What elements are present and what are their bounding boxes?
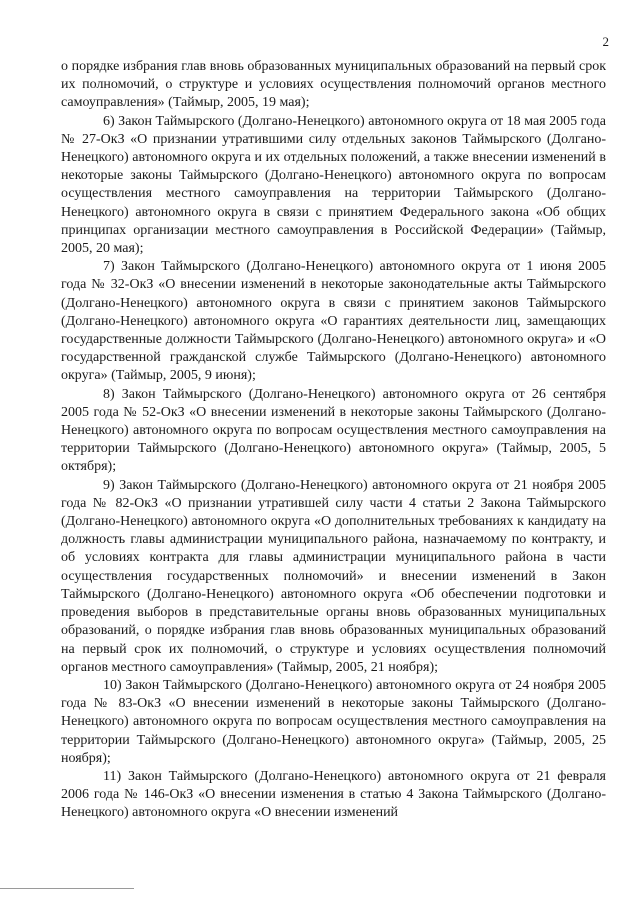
paragraph-continuation: о порядке избрания глав вновь образованных муниципальных образований на первый срок их полномочий, о структуре и условиях осуществления полномочий органов местного самоуправления» (Таймыр, 2005, 19 мая); xyxy=(61,59,606,111)
paragraph-item-9: 9) Закон Таймырского (Долгано-Ненецкого) автономного округа от 21 ноября 2005 года № 82-ОкЗ «О признании утратившей силу части 4 статьи 2 Закона Таймырского (Долгано-Ненецкого) автономного округа «О дополнительных требованиях к кандидату на должность главы администрации муниципального района, назначаемому по контракту, и об условиях контракта для главы администрации муниципального района в части осуществления государственных полномочий» и внесении изменений в Закон Таймырского (Долгано-Ненецкого) автономного округа «Об обеспечении подготовки и проведения выборов в представительные органы вновь образованных муниципальных образований, о порядке избрания глав вновь образованных муниципальных образований на первый срок их полномочий, о структуре и условиях осуществления полномочий органов местного самоуправления» (Таймыр, 2005, 21 ноября); xyxy=(61,477,606,675)
paragraph-item-11: 11) Закон Таймырского (Долгано-Ненецкого) автономного округа от 21 февраля 2006 года № 146-ОкЗ «О внесении изменения в статью 4 Закона Таймырского (Долгано-Ненецкого) автономного округа «О внесении изменений xyxy=(61,768,606,821)
paragraph-item-8: 8) Закон Таймырского (Долгано-Ненецкого) автономного округа от 26 сентября 2005 года № 52-ОкЗ «О внесении изменений в некоторые законы Таймырского (Долгано-Ненецкого) автономного округа по вопросам осуществления местного самоуправления на территории Таймырского (Долгано-Ненецкого) автономного округа» (Таймыр, 2005, 5 октября); xyxy=(61,386,606,475)
footnote-divider xyxy=(0,888,134,889)
paragraph-item-10: 10) Закон Таймырского (Долгано-Ненецкого) автономного округа от 24 ноября 2005 года № 83-ОкЗ «О внесении изменений в некоторые законы Таймырского (Долгано-Ненецкого) автономного округа по вопросам осуществления местного самоуправления на территории Таймырского (Долгано-Ненецкого) автономного округа» (Таймыр, 2005, 25 ноября); xyxy=(61,677,606,766)
paragraph-item-7: 7) Закон Таймырского (Долгано-Ненецкого) автономного округа от 1 июня 2005 года № 32-ОкЗ «О внесении изменений в некоторые законодательные акты Таймырского (Долгано-Ненецкого) автономного округа в связи с принятием законов Таймырского (Долгано-Ненецкого) автономного округа «О гарантиях деятельности лиц, замещающих государственные должности Таймырского (Долгано-Ненецкого) автономного округа» и «О государственной гражданской службе Таймырского (Долгано-Ненецкого) автономного округа» (Таймыр, 2005, 9 июня); xyxy=(61,259,606,384)
paragraph-item-6: 6) Закон Таймырского (Долгано-Ненецкого) автономного округа от 18 мая 2005 года № 27-ОкЗ «О признании утратившими силу отдельных законов Таймырского (Долгано-Ненецкого) автономного округа и их отдельных положений, а также внесении изменений в некоторые законы Таймырского (Долгано-Ненецкого) автономного округа по вопросам осуществления местного самоуправления на территории Таймырского (Долгано-Ненецкого) автономного округа в связи с принятием Федерального закона «Об общих принципах организации местного самоуправления в Российской Федерации» (Таймыр, 2005, 20 мая); xyxy=(61,113,606,257)
page-number: 2 xyxy=(602,34,609,49)
document-body xyxy=(61,58,606,823)
